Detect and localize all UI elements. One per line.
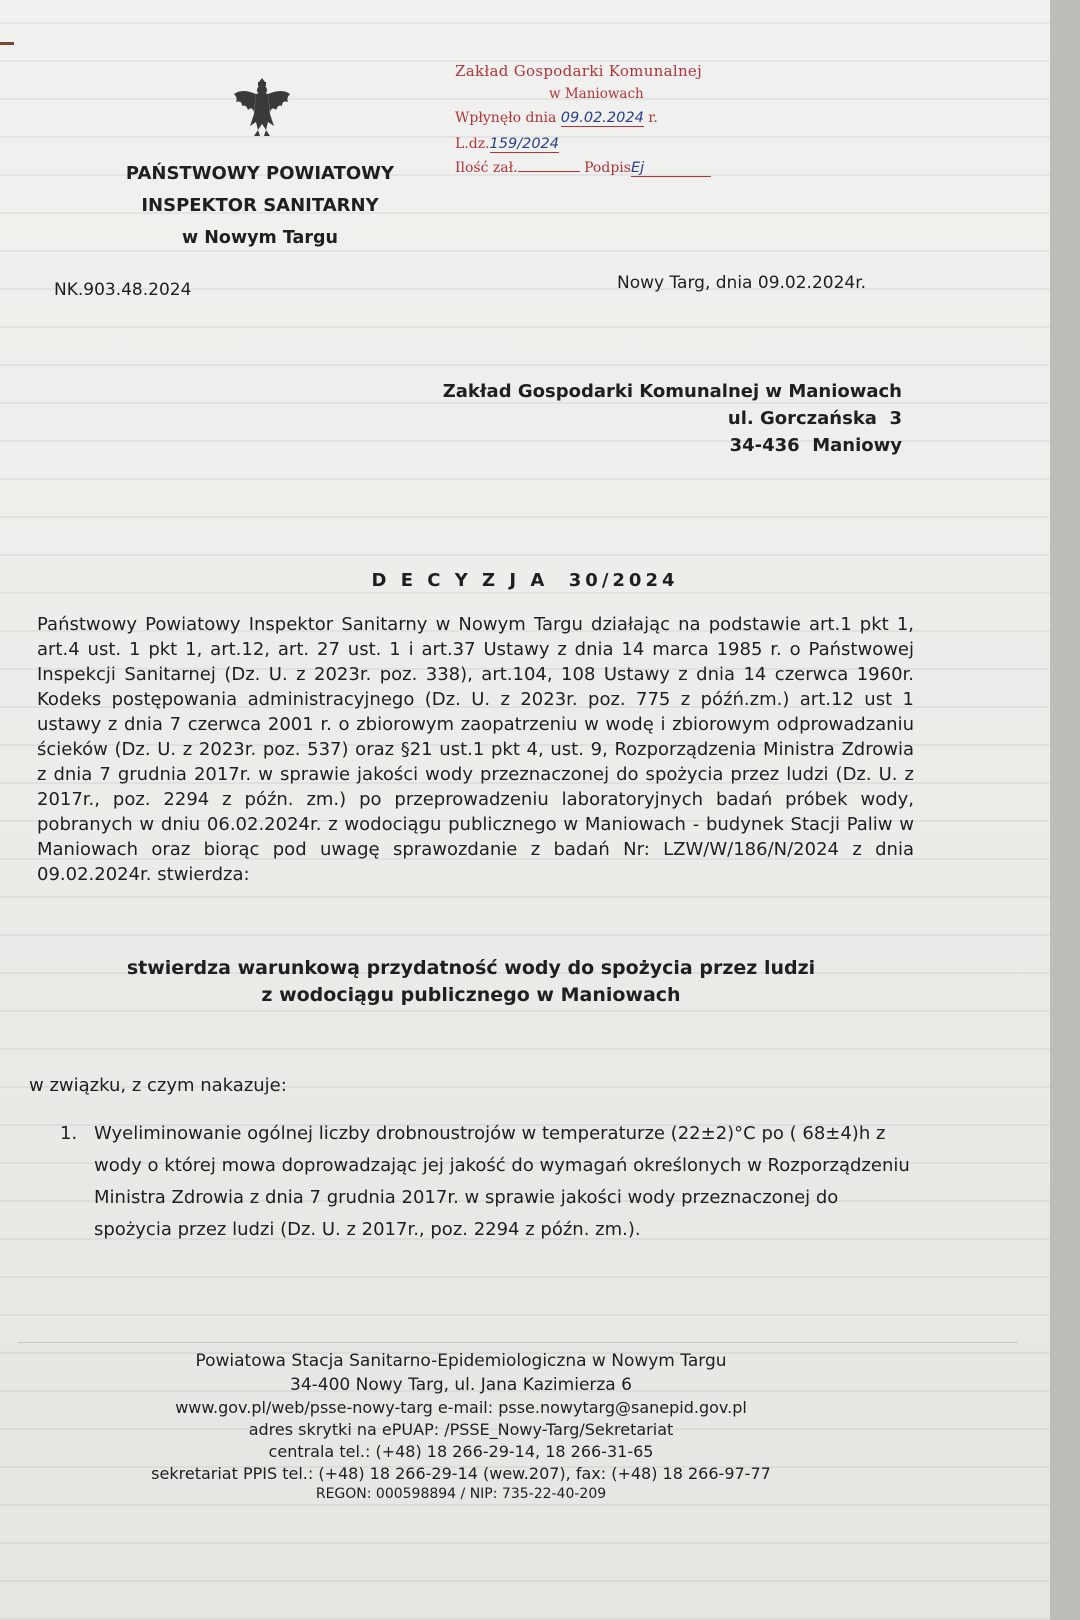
stamp-register-number: 159/2024: [489, 136, 560, 152]
stamp-signature: Ej: [630, 160, 645, 176]
footer-secretariat: sekretariat PPIS tel.: (+48) 18 266-29-14 (wew.207), fax: (+48) 18 266-97-77: [151, 1464, 771, 1483]
reference-number: NK.903.48.2024: [54, 280, 192, 300]
stamp-org-place: w Maniowach: [549, 86, 644, 102]
footer-institution: Powiatowa Stacja Sanitarno-Epidemiologiczna w Nowym Targu: [195, 1351, 727, 1371]
stamp-received-suffix: r.: [648, 110, 658, 126]
recipient-street: ul. Gorczańska 3: [727, 408, 902, 429]
issuer-line-1: PAŃSTWOWY POWIATOWY: [125, 163, 395, 184]
stamp-register-row: [455, 136, 559, 153]
issuer-line-2: INSPEKTOR SANITARNY: [141, 195, 379, 216]
stamp-register-label: L.dz.: [455, 136, 490, 152]
subject-line-2: z wodociągu publicznego w Maniowach: [261, 984, 681, 1006]
order-item: [60, 1118, 920, 1246]
stamp-received-label: Wpłynęło dnia: [455, 110, 557, 126]
footer-regon-nip: REGON: 000598894 / NIP: 735-22-40-209: [315, 1486, 607, 1502]
issuer-block: [100, 158, 420, 254]
footer-phone: centrala tel.: (+48) 18 266-29-14, 18 266-31-65: [268, 1442, 654, 1461]
decision-body-paragraph: Państwowy Powiatowy Inspektor Sanitarny w Nowym Targu działając na podstawie art.1 pkt 1, art.4 ust. 1 pkt 1, art.12, art. 27 ust. 1 i art.37 Ustawy z dnia 14 marca 1985 r. o Państwowej Inspekcji Sanitarnej (Dz. U. z 2023r. poz. 338), art.104, 108 Ustawy z dnia 14 czerwca 1960r. Kodeks postępowania administracyjnego (Dz. U. z 2023r. poz. 775 z późń.zm.) art.12 ust 1 ustawy z dnia 7 czerwca 2001 r. o zbiorowym zaopatrzeniu w wodę i zbiorowym odprowadzaniu ścieków (Dz. U. z 2023r. poz. 537) oraz §21 ust.1 pkt 4, ust. 9, Rozporządzenia Ministra Zdrowia z dnia 7 grudnia 2017r. w sprawie jakości wody przeznaczonej do spożycia przez ludzi (Dz. U. z 2017r., poz. 2294 z późn. zm.) po przeprowadzeniu laboratoryjnych badań próbek wody, pobranych w dniu 06.02.2024r. z wodociągu publicznego w Maniowach - budynek Stacji Paliw w Maniowach oraz biorąc pod uwagę sprawozdanie z badań Nr: LZW/W/186/N/2024 z dnia 09.02.2024r. stwierdza:: [37, 614, 914, 885]
footer-contact-block: [90, 1349, 832, 1503]
stamp-org-name: Zakład Gospodarki Komunalnej: [455, 62, 703, 80]
polish-eagle-emblem-icon: [232, 74, 292, 138]
decision-title: D E C Y Z J A 30/2024: [371, 570, 679, 591]
stamp-attachments-row: [455, 160, 711, 177]
subject-line-1: stwierdza warunkową przydatność wody do spożycia przez ludzi: [126, 957, 816, 979]
issuer-line-3: w Nowym Targu: [182, 228, 338, 248]
footer-address: 34-400 Nowy Targ, ul. Jana Kazimierza 6: [290, 1375, 632, 1395]
stamp-signature-label: Podpis: [584, 160, 631, 176]
orders-intro: w związku, z czym nakazuje:: [29, 1075, 287, 1096]
decision-subject: [0, 955, 942, 1009]
place-and-date: Nowy Targ, dnia 09.02.2024r.: [617, 273, 867, 293]
recipient-address: [380, 378, 902, 459]
paper-edge-mark: [0, 42, 14, 45]
order-item-number: 1.: [60, 1123, 78, 1144]
stamp-received-row: [455, 110, 658, 127]
footer-web-email: www.gov.pl/web/psse-nowy-targ e-mail: psse.nowytarg@sanepid.gov.pl: [175, 1398, 747, 1417]
recipient-name: Zakład Gospodarki Komunalnej w Maniowach: [442, 381, 902, 402]
footer-divider: [18, 1342, 1018, 1343]
order-item-text: Wyeliminowanie ogólnej liczby drobnoustrojów w temperaturze (22±2)°C po ( 68±4)h z wody o której mowa doprowadzając jej jakość do wymagań określonych w Rozporządzeniu Ministra Zdrowia z dnia 7 grudnia 2017r. w sprawie jakości wody przeznaczonej do spożycia przez ludzi (Dz. U. z 2017r., poz. 2294 z późn. zm.).: [94, 1123, 910, 1240]
stamp-received-date: 09.02.2024: [560, 110, 644, 126]
stamp-attachments-label: Ilość zał.: [455, 160, 518, 176]
footer-epuap: adres skrytki na ePUAP: /PSSE_Nowy-Targ/Sekretariat: [248, 1420, 674, 1439]
recipient-city: 34-436 Maniowy: [729, 435, 902, 456]
